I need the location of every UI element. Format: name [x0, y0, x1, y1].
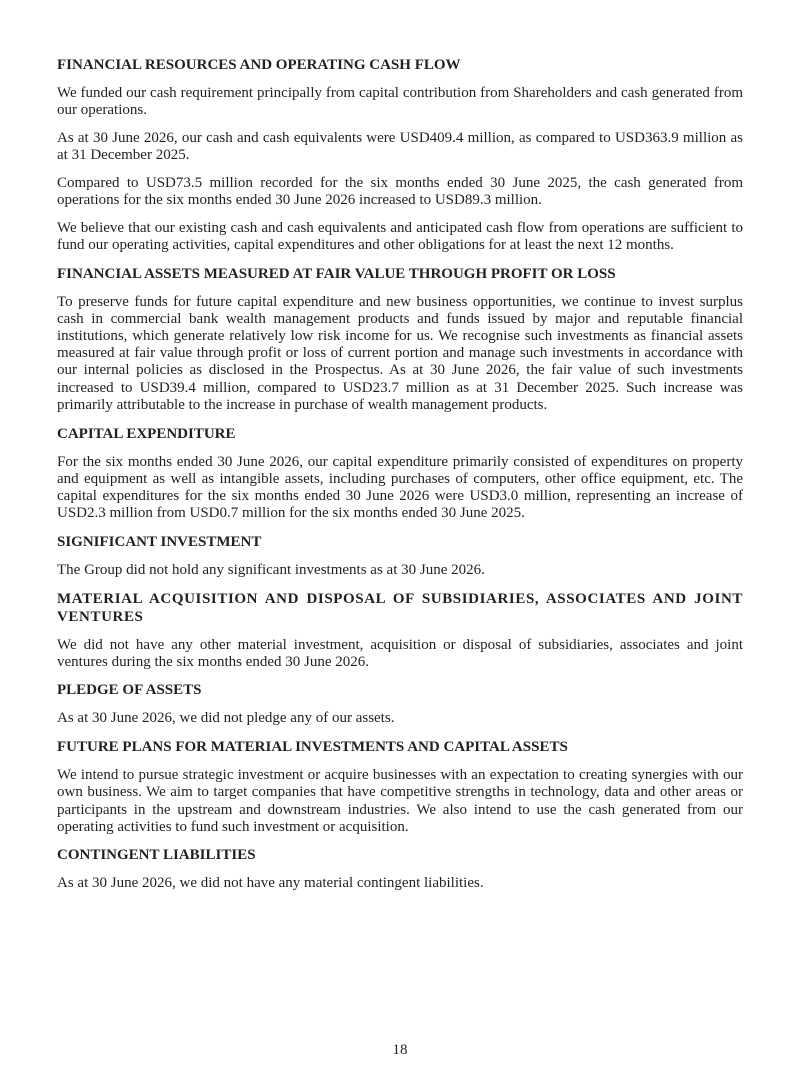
section-pledge-of-assets: [57, 681, 743, 727]
paragraph: Compared to USD73.5 million recorded for the six months ended 30 June 2025, the cash generated from operations for the six months ended 30 June 2026 increased to USD89.3 million.: [57, 174, 743, 209]
section-future-plans: [57, 738, 743, 836]
section-capital-expenditure: [57, 425, 743, 523]
paragraph: As at 30 June 2026, we did not pledge any of our assets.: [57, 710, 395, 727]
section-heading: MATERIAL ACQUISITION AND DISPOSAL OF SUBSIDIARIES, ASSOCIATES AND JOINT VENTURES: [57, 590, 743, 625]
document-page: [57, 56, 743, 903]
page-number: 18: [392, 1042, 408, 1058]
paragraph: We intend to pursue strategic investment or acquire businesses with an expectation to creating synergies with our own business. We aim to target companies that have competitive strengths in technology, data and other areas or participants in the upstream and downstream industries. We also intend to use the cash generated from our operating activities to fund such investment or acquisition.: [57, 767, 743, 835]
paragraph: To preserve funds for future capital expenditure and new business opportunities, we continue to invest surplus cash in commercial bank wealth management products and funds issued by major and reputable financial institutions, which generate relatively low risk income for us. We recognise such investments as financial assets measured at fair value through profit or loss of current portion and manage such investments in accordance with our internal policies as disclosed in the Prospectus. As at 30 June 2026, the fair value of such investments increased to USD39.4 million, compared to USD23.7 million as at 31 December 2025. Such increase was primarily attributable to the increase in purchase of wealth management products.: [57, 293, 743, 413]
section-heading: FUTURE PLANS FOR MATERIAL INVESTMENTS AND CAPITAL ASSETS: [57, 739, 568, 756]
paragraph: We funded our cash requirement principally from capital contribution from Shareholders and cash generated from our operations.: [57, 85, 743, 119]
section-material-acquisition: [57, 590, 743, 671]
section-heading: CONTINGENT LIABILITIES: [57, 847, 256, 864]
section-heading: FINANCIAL RESOURCES AND OPERATING CASH FLOW: [57, 57, 461, 73]
section-financial-resources: [57, 56, 743, 254]
section-contingent-liabilities: [57, 846, 743, 892]
section-financial-assets-fvtpl: [57, 265, 743, 414]
section-heading: CAPITAL EXPENDITURE: [57, 425, 236, 442]
paragraph: As at 30 June 2026, we did not have any material contingent liabilities.: [57, 875, 484, 892]
section-significant-investment: [57, 533, 743, 579]
section-heading: PLEDGE OF ASSETS: [57, 682, 202, 699]
section-heading: SIGNIFICANT INVESTMENT: [57, 533, 262, 550]
section-heading: FINANCIAL ASSETS MEASURED AT FAIR VALUE THROUGH PROFIT OR LOSS: [57, 265, 616, 282]
paragraph: As at 30 June 2026, our cash and cash equivalents were USD409.4 million, as compared to USD363.9 million as at 31 December 2025.: [57, 129, 743, 164]
paragraph: We believe that our existing cash and cash equivalents and anticipated cash flow from operations are sufficient to fund our operating activities, capital expenditures and other obligations for at least the next 12 months.: [57, 219, 743, 253]
paragraph: We did not have any other material investment, acquisition or disposal of subsidiaries, associates and joint ventures during the six months ended 30 June 2026.: [57, 636, 743, 670]
paragraph: For the six months ended 30 June 2026, our capital expenditure primarily consisted of expenditures on property and equipment as well as intangible assets, including purchases of computers, other office equipment, etc. The capital expenditures for the six months ended 30 June 2026 were USD3.0 million, representing an increase of USD2.3 million from USD0.7 million for the six months ended 30 June 2025.: [57, 453, 743, 522]
paragraph: The Group did not hold any significant investments as at 30 June 2026.: [57, 561, 485, 578]
